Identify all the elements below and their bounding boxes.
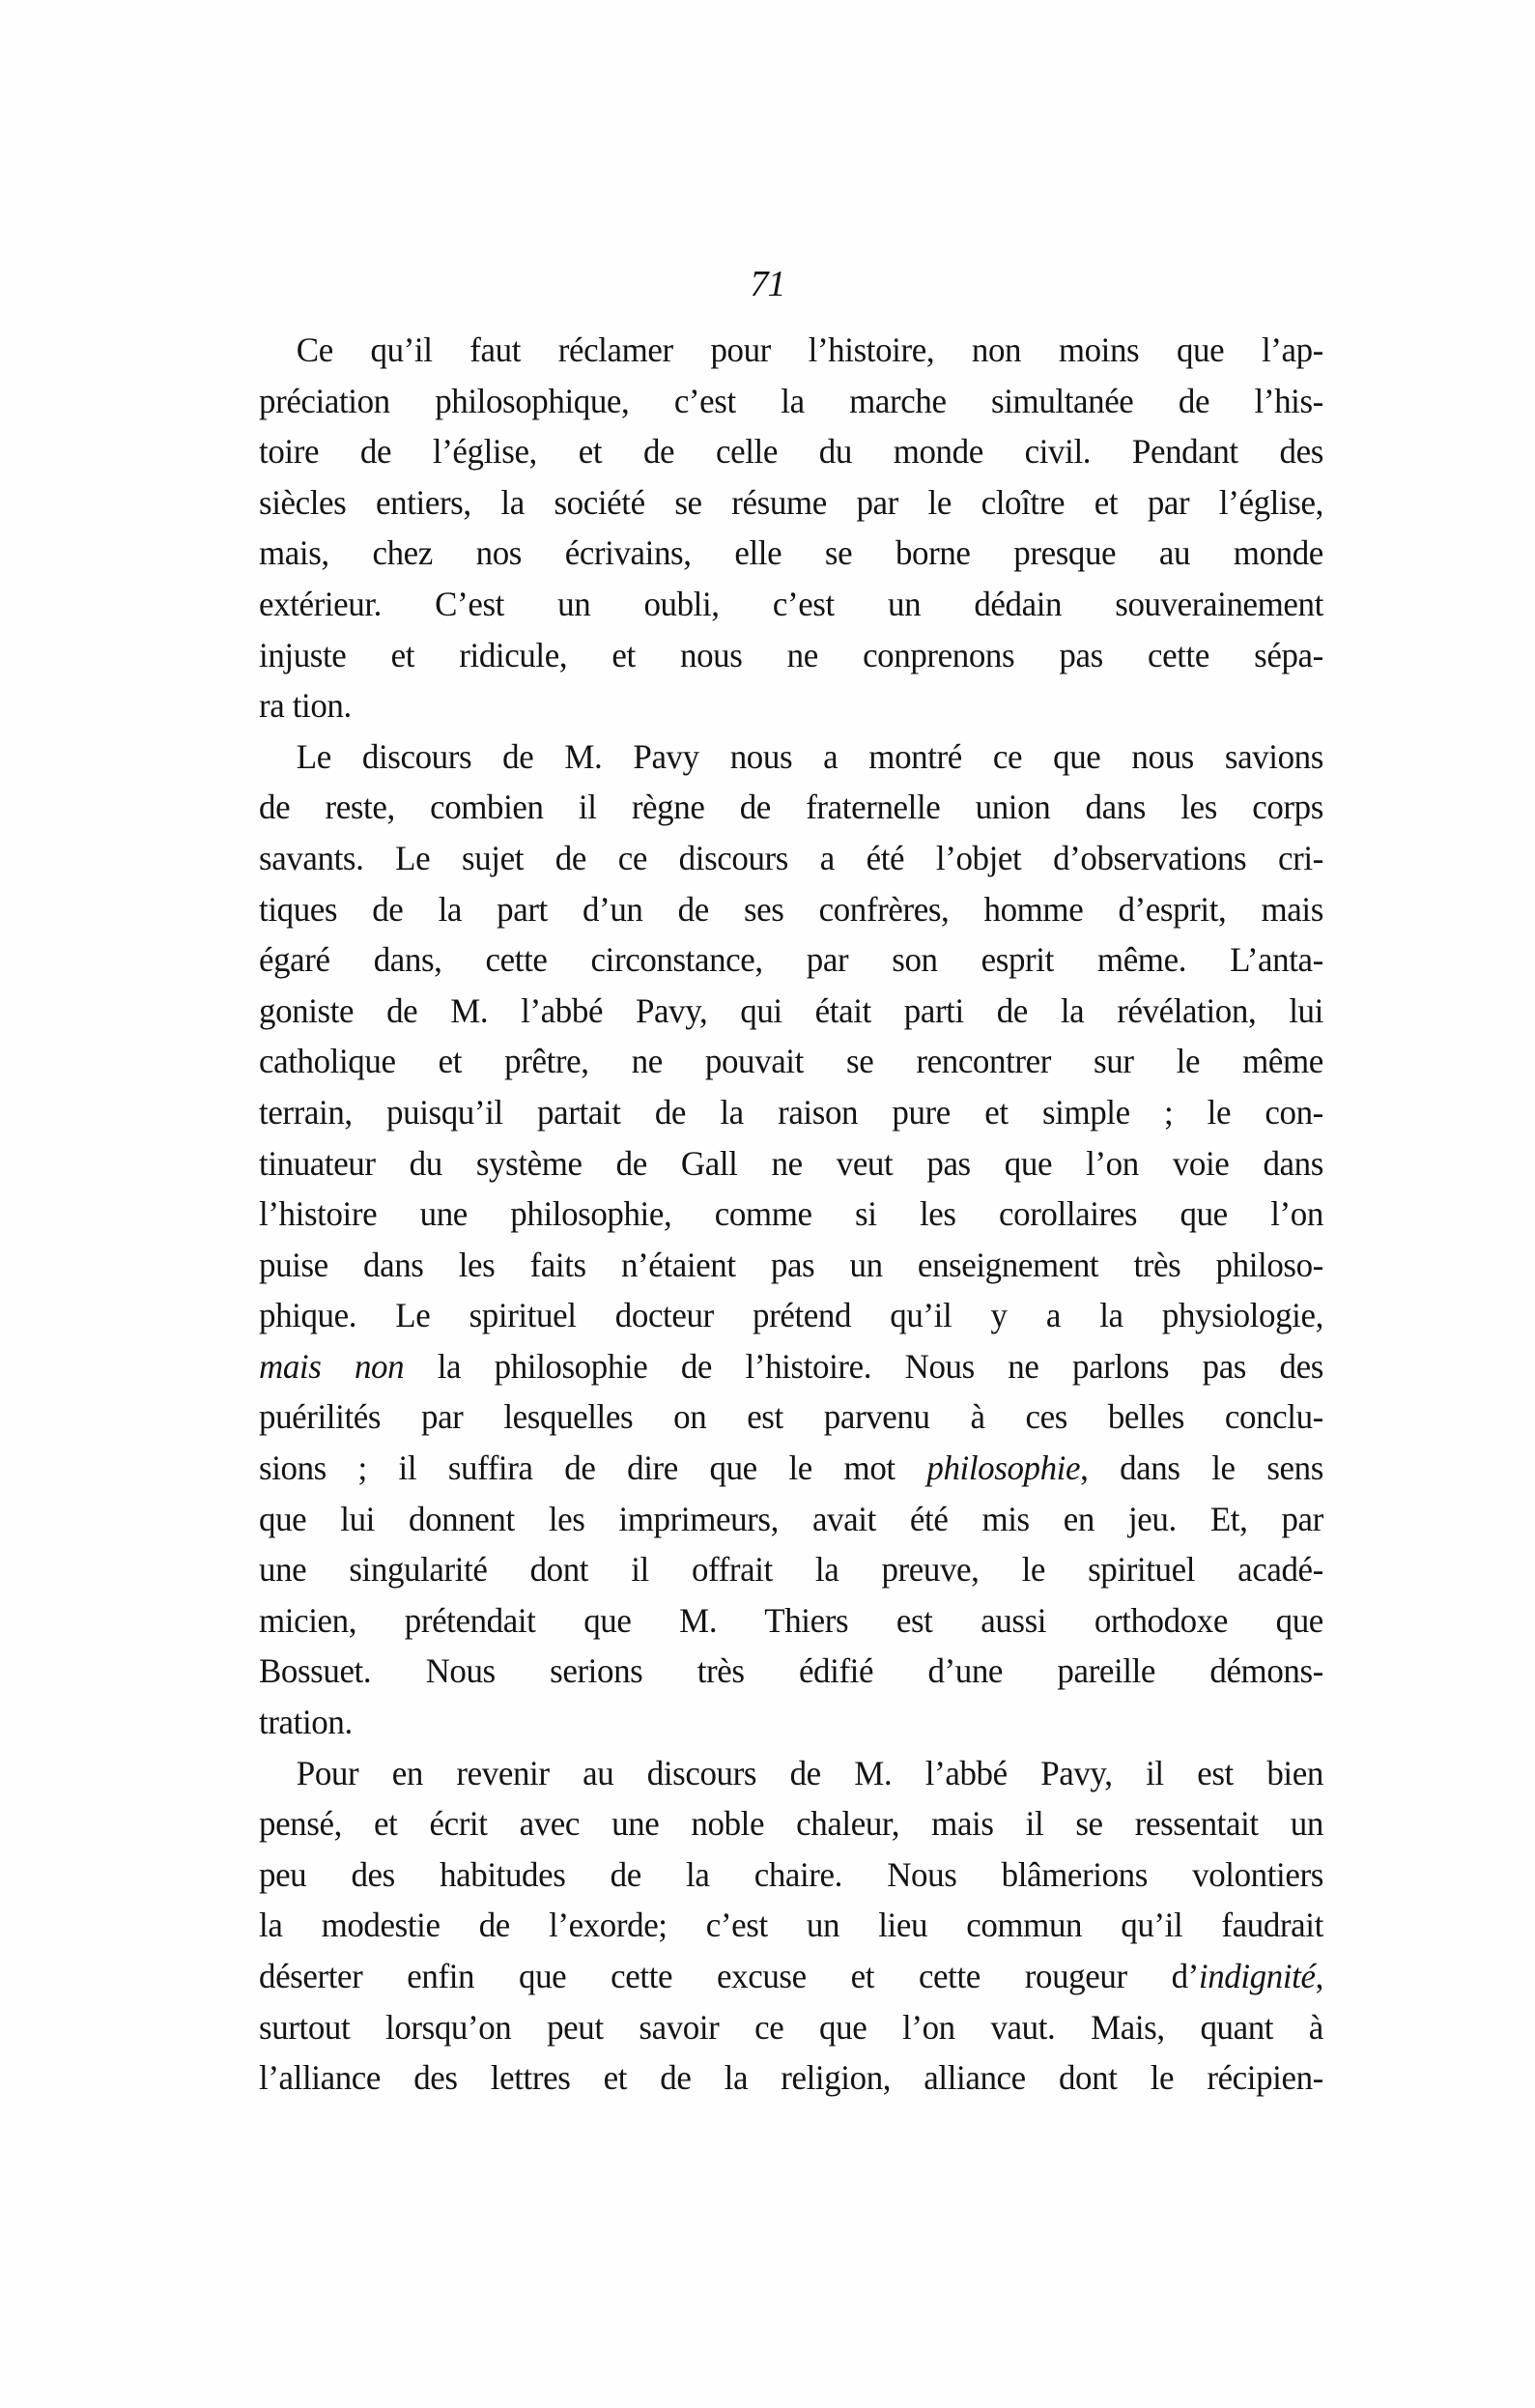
text-line: que lui donnent les imprimeurs, avait été mis en jeu. Et, par [259, 1499, 1323, 1538]
text-line: égaré dans, cette circonstance, par son esprit même. L’anta- [259, 940, 1323, 980]
text-line: la modestie de l’exorde; c’est un lieu commun qu’il faudrait [259, 1906, 1323, 1945]
text-line: micien, prétendait que M. Thiers est aussi orthodoxe que [259, 1600, 1323, 1640]
text-line: surtout lorsqu’on peut savoir ce que l’on vaut. Mais, quant à [259, 2007, 1323, 2047]
text-line: Bossuet. Nous serions très édifié d’une pareille démons- [259, 1651, 1323, 1691]
text-line: ra tion. [259, 686, 352, 726]
text-line: phique. Le spirituel docteur prétend qu’il y a la physiologie, [259, 1296, 1323, 1335]
text-line: terrain, puisqu’il partait de la raison pure et simple ; le con- [259, 1092, 1323, 1132]
text-line: l’alliance des lettres et de la religion, alliance dont le récipien- [259, 2058, 1323, 2098]
page-number: 71 [750, 264, 785, 304]
text-line: catholique et prêtre, ne pouvait se rencontrer sur le même [259, 1042, 1323, 1081]
text-line: savants. Le sujet de ce discours a été l’objet d’observations cri- [259, 838, 1323, 877]
text-line: extérieur. C’est un oubli, c’est un dédain souverainement [259, 584, 1323, 623]
text-line: pensé, et écrit avec une noble chaleur, mais il se ressentait un [259, 1804, 1323, 1844]
text-line: préciation philosophique, c’est la marche simultanée de l’his- [259, 381, 1323, 420]
text-line: une singularité dont il offrait la preuve, le spirituel acadé- [259, 1550, 1323, 1590]
text-line: Pour en revenir au discours de M. l’abbé Pavy, il est bien [296, 1753, 1323, 1792]
text-line: peu des habitudes de la chaire. Nous blâmerions volontiers [259, 1854, 1323, 1894]
text-line: mais non la philosophie de l’histoire. Nous ne parlons pas des [259, 1346, 1323, 1386]
text-line: déserter enfin que cette excuse et cette rougeur d’indignité, [259, 1957, 1323, 1995]
page-body [259, 325, 1323, 2104]
text-line: puise dans les faits n’étaient pas un enseignement très philoso- [259, 1245, 1323, 1284]
text-line: toire de l’église, et de celle du monde civil. Pendant des [259, 432, 1323, 472]
text-line: tiques de la part d’un de ses confrères, homme d’esprit, mais [259, 889, 1323, 929]
text-line: mais, chez nos écrivains, elle se borne presque au monde [259, 533, 1323, 573]
paragraph-3 [259, 1748, 1323, 2104]
text-line: puérilités par lesquelles on est parvenu à ces belles conclu- [259, 1397, 1323, 1437]
paragraph-1 [259, 325, 1323, 731]
text-line: tinuateur du système de Gall ne veut pas que l’on voie dans [259, 1143, 1323, 1183]
text-line: tration. [259, 1703, 353, 1742]
text-line: l’histoire une philosophie, comme si les corollaires que l’on [259, 1194, 1323, 1234]
text-line: sions ; il suffira de dire que le mot philosophie, dans le sens [259, 1448, 1323, 1488]
text-line: injuste et ridicule, et nous ne conprenons pas cette sépa- [259, 635, 1323, 674]
text-line: goniste de M. l’abbé Pavy, qui était parti de la révélation, lui [259, 990, 1323, 1030]
text-line: Ce qu’il faut réclamer pour l’histoire, non moins que l’ap- [296, 330, 1323, 369]
text-line: Le discours de M. Pavy nous a montré ce que nous savions [296, 736, 1323, 776]
paragraph-2 [259, 731, 1323, 1748]
text-line: de reste, combien il règne de fraternelle union dans les corps [259, 788, 1323, 827]
text-line: siècles entiers, la société se résume par le cloître et par l’église, [259, 482, 1323, 522]
